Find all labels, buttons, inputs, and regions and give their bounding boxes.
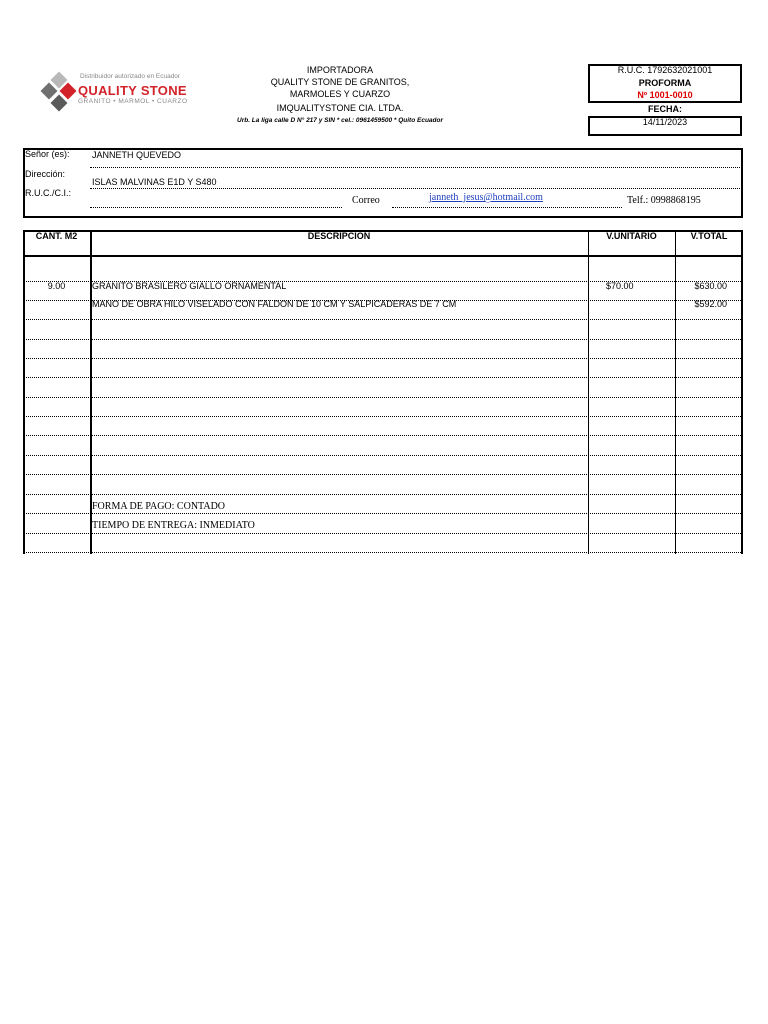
item-description: GRANITO BRASILERO GIALLO ORNAMENTAL	[92, 281, 287, 291]
row-line	[23, 513, 743, 514]
row-line	[23, 455, 743, 456]
row-line	[23, 319, 743, 320]
row-line	[23, 552, 743, 553]
row-line	[23, 494, 743, 495]
payment-terms: FORMA DE PAGO: CONTADO	[92, 501, 226, 512]
client-name-line	[90, 167, 740, 168]
item-description: MANO DE OBRA HILO VISELADO CON FALDON DE 10 CM Y SALPICADERAS DE 7 CM	[92, 299, 457, 309]
document-type: PROFORMA	[638, 78, 692, 88]
client-address: ISLAS MALVINAS E1D Y S480	[92, 177, 217, 187]
diamond-logo-icon	[40, 68, 80, 120]
row-line	[23, 339, 743, 340]
company-address: Urb. La liga calle D N° 217 y SIN * cel.: 0961459500 * Quito Ecuador	[237, 117, 443, 124]
client-ruc-line	[90, 207, 342, 208]
company-line-4: IMQUALITYSTONE CIA. LTDA.	[276, 103, 404, 113]
document-number: Nº 1001-0010	[637, 90, 693, 100]
client-phone: Telf.: 0998868195	[627, 195, 701, 206]
header-unit-price: V.UNITARIO	[606, 231, 657, 241]
logo-subtitle: GRANITO • MARMOL • CUARZO	[78, 98, 188, 105]
header-total: V.TOTAL	[690, 231, 728, 241]
client-address-line	[90, 188, 740, 189]
row-line	[23, 474, 743, 475]
items-table	[23, 230, 743, 554]
client-name: JANNETH QUEVEDO	[92, 150, 182, 160]
column-divider-3	[588, 230, 589, 554]
item-qty: 9.00	[47, 281, 66, 291]
company-line-3: MARMOLES Y CUARZO	[289, 89, 391, 99]
delivery-time: TIEMPO DE ENTREGA: INMEDIATO	[92, 520, 255, 531]
item-total: $630.00	[694, 281, 727, 291]
item-unit-price: $70.00	[606, 281, 634, 291]
client-name-label: Señor (es):	[25, 149, 70, 159]
email-label: Correo	[352, 195, 380, 206]
client-email[interactable]: janneth_jesus@hotmail.com	[429, 192, 543, 203]
company-logo	[40, 68, 190, 120]
row-line	[23, 377, 743, 378]
column-divider-1	[23, 230, 25, 554]
row-line	[23, 435, 743, 436]
email-line	[392, 207, 622, 208]
header-description: DESCRIPCION	[307, 231, 371, 241]
table-header-border	[23, 255, 743, 257]
column-divider-4	[675, 230, 676, 554]
client-address-label: Dirección:	[25, 169, 66, 179]
logo-name: QUALITY STONE	[78, 83, 187, 98]
row-line	[23, 533, 743, 534]
header-qty: CANT. M2	[35, 231, 78, 241]
company-line-1: IMPORTADORA	[306, 65, 374, 75]
item-total: $592.00	[694, 299, 727, 309]
row-line	[23, 416, 743, 417]
company-line-2: QUALITY STONE DE GRANITOS,	[270, 77, 410, 87]
logo-tagline: Distribuidor autorizado en Ecuador	[80, 73, 181, 80]
row-line	[23, 397, 743, 398]
date-label: FECHA:	[648, 104, 682, 114]
client-ruc-label: R.U.C./C.I.:	[25, 188, 72, 198]
document-date: 14/11/2023	[642, 117, 688, 127]
row-line	[23, 358, 743, 359]
column-divider-5	[741, 230, 743, 554]
company-ruc: R.U.C. 1792632021001	[617, 65, 713, 75]
